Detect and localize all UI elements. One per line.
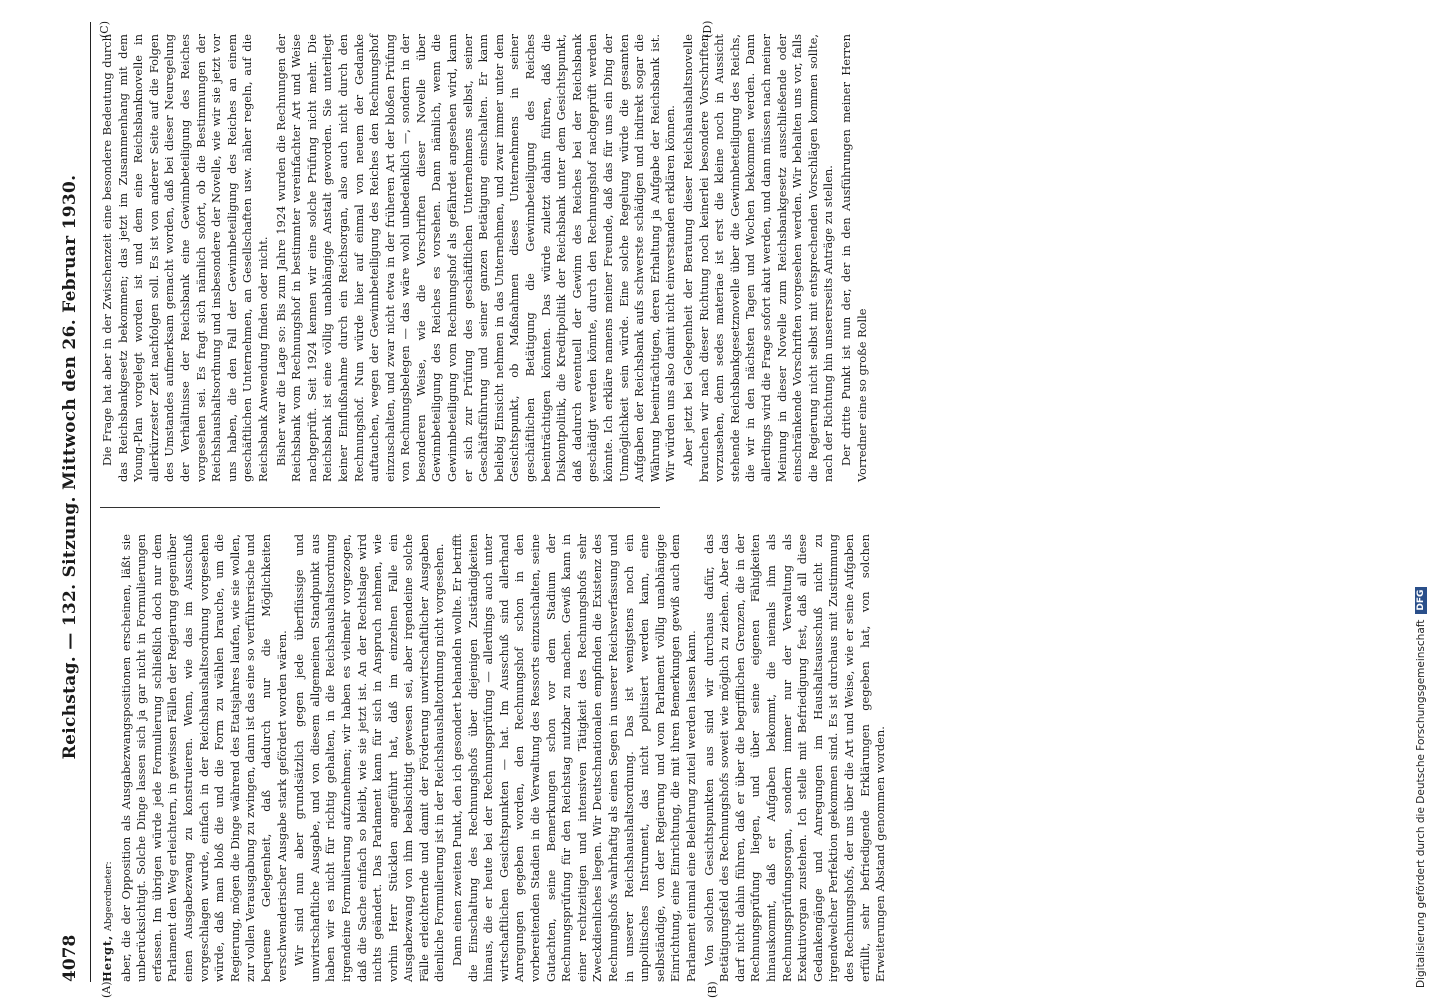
running-head: Reichstag. — 132. Sitzung. Mittwoch den 26. Februar 1930.: [60, 174, 80, 760]
margin-mark-a: (A): [100, 981, 113, 998]
paragraph: Dann einen zweiten Punkt, den ich gesondert behandeln wollte. Er betrifft die Einschaltung des Rechnungshofs über diejenigen Zuständigkeiten hinaus, die er heute bei der Rechnungsprüfung — allerdings auch unter wirtschaftlichen Gesichtspunkten — hat. Im Ausschuß sind allerhand Anregungen gegeben worden, den Rechnungshof schon in den vorbereitenden Stadien in die Verwaltung des Ressorts einzuschalten, seine Gutachten, seine Bemerkungen schon vor dem Stadium der Rechnungsprüfung für den Reichstag nutzbar zu machen. Gewiß kann in einer rechtzeitigen und intensiven Tätigkeit des Rechnungshofs sehr Zweckdienliches liegen. Wir Deutschnationalen empfinden die Existenz des Rechnungshofs wahrhaftig als einen Segen in unserer Reichsverfassung und in unserer Reichshaushaltsordnung. Das ist wenigstens noch ein unpolitisches Instrument, das nicht politisiert werden kann, eine selbständige, von der Regierung und vom Parlament völlig unabhängige Einrichtung, eine Einrichtung, die mit ihren Bemerkungen gewiß auch dem Parlament einmal eine Belehrung zuteil werden lassen kann.: [450, 534, 698, 982]
page-number: 4078: [60, 934, 80, 982]
page-header: [60, 22, 91, 982]
digitization-notice: [1408, 8, 1430, 998]
dfg-logo: DFG: [1415, 587, 1427, 614]
digitization-notice-line: [1410, 8, 1432, 988]
speaker-line: [100, 534, 117, 982]
digitization-notice-text: Digitalisierung gefördert durch die Deutsche Forschungsgemeinschaft: [1415, 619, 1427, 988]
margin-mark-d: (D): [701, 20, 714, 38]
speaker-role: Abgeordneter:: [103, 861, 114, 932]
paragraph: Bisher war die Lage so: Bis zum Jahre 1924 wurden die Rechnungen der Reichsbank vom Rechnungshof in bestimmter vereinfachter Art und Weise nachgeprüft. Seit 1924 kennen wir eine solche Prüfung nicht mehr. Die Reichsbank ist eine völlig unabhängige Anstalt geworden. Sie unterliegt keiner Einflußnahme durch ein Reichsorgan, also auch nicht durch den Rechnungshof. Nun würde hier auf einmal von neuem der Gedanke auftauchen, wegen der Gewinnbeteiligung des Reiches den Rechnungshof einzuschalten, und zwar nicht etwa in der früheren Art der bloßen Prüfung von Rechnungsbelegen — das wäre wohl unbedenklich —, sondern in der besonderen Weise, wie die Vorschriften dieser Novelle über Gewinnbeteiligung des Reiches es vorsehen. Dann nämlich, wenn die Gewinnbeteiligung vom Rechnungshof als gefährdet angesehen wird, kann er sich zur Prüfung des geschäftlichen Unternehmens selbst, seiner Geschäftsführung und seiner ganzen Betätigung einschalten. Er kann beliebig Einsicht nehmen in das Unternehmen, und zwar immer unter dem Gesichtspunkt, ob Maßnahmen dieses Unternehmens in seiner geschäftlichen Betätigung die Gewinnbeteiligung des Reiches beeinträchtigen könnten. Das würde zuletzt dahin führen, daß die Diskontpolitik, die Kreditpolitik der Reichsbank unter dem Gesichtspunkt, daß dadurch eventuell der Gewinn des Reiches bei der Reichsbank geschädigt werden könnte, durch den Rechnungshof nachgeprüft werden könnte. Ich erkläre namens meiner Freunde, daß das für uns ein Ding der Unmöglichkeit sein würde. Eine solche Regelung würde die gesamten Aufgaben der Reichsbank aufs schwerste schädigen und indirekt sogar die Währung beeinträchtigen, deren Erhaltung ja Aufgabe der Reichsbank ist. Wir würden uns also damit nicht einverstanden erklären können.: [273, 34, 678, 482]
paragraph: Von solchen Gesichtspunkten aus sind wir durchaus dafür, das Betätigungsfeld des Rechnungshofs soweit wie möglich zu ziehen. Aber das darf nicht dahin führen, daß er über die begrifflichen Grenzen, die in der Rechnungsprüfung liegen, und über seine eigenen Fähigkeiten hinauskommt, daß er Aufgaben bekommt, die niemals ihm als Rechnungsprüfungsorgan, sondern immer nur der Verwaltung als Exekutivorgan zustehen. Ich stelle mit Befriedigung fest, daß all diese Gedankengänge und Anregungen im Haushaltsausschuß nicht zu irgendwelcher Perfektion gekommen sind. Es ist durchaus mit Zustimmung des Rechnungshofs, der uns über die Art und Weise, wie er seine Aufgaben erfüllt, sehr befriedigende Erklärungen gegeben hat, von solchen Erweiterungen Abstand genommen worden.: [701, 534, 888, 982]
speaker-name: Hergt,: [100, 934, 114, 982]
paragraph: Der dritte Punkt ist nun der, der in den Ausführungen meiner Herren Vorredner eine so große Rolle: [838, 34, 869, 482]
page-content: [60, 20, 1320, 998]
margin-mark-b: (B): [706, 981, 719, 998]
margin-mark-c: (C): [98, 21, 111, 38]
right-column: [100, 34, 872, 482]
column-divider: [100, 507, 660, 508]
paragraph: Wir sind nun aber grundsätzlich gegen jede überflüssige und unwirtschaftliche Ausgabe, und von diesem allgemeinen Standpunkt aus haben wir es nicht für richtig gehalten, in die Reichshaushaltsordnung irgendeine Formulierung aufzunehmen; wir haben es vielmehr vorgezogen, daß die Sache einfach so bleibt, wie sie jetzt ist. An der Rechtslage wird nichts geändert. Das Parlament kann für sich in Anspruch nehmen, wie vorhin Herr Stücklen angeführt hat, daß im einzelnen Falle ein Ausgabezwang von ihm beabsichtigt gewesen sei, aber irgendeine solche Fälle erleichternde und damit der Förderung unwirtschaftlicher Ausgaben dienliche Formulierung ist in der Reichshaushaltordnung nicht vorgesehen.: [292, 534, 447, 982]
text-columns: [98, 20, 1310, 998]
paragraph: aber, die der Opposition als Ausgabezwangspositionen erscheinen, läßt sie unberücksichtigt. Solche Dinge lassen sich ja gar nicht in Formulierungen erfassen. Im übrigen würde jede Formulierung schließlich doch nur dem Parlament den Weg erleichtern, in gewissen Fällen der Regierung gegenüber einen Ausgabezwang zu konstruieren. Wenn, wie das im Ausschuß vorgeschlagen wurde, einfach in der Reichshaushaltsordnung vorgesehen würde, daß man bloß die und die Form zu wählen brauche, um die Regierung, mögen die Dinge während des Etatsjahres laufen, wie sie wollen, zur vollen Verausgabung zu zwingen, dann ist das eine so verführerische und bequeme Gelegenheit, daß dadurch nur die Möglichkeiten verschwenderischer Ausgabe stark gefördert worden wären.: [118, 534, 289, 982]
paragraph: Die Frage hat aber in der Zwischenzeit eine besondere Bedeutung durch das Reichsbankgesetz bekommen; das jetzt im Zusammenhang mit dem Young-Plan vorgelegt worden ist und dem eine Reichsbanknovelle in allerkürzester Zeit nachfolgen soll. Es ist von anderer Seite auf die Folgen des Umstandes aufmerksam gemacht worden, daß bei dieser Neuregelung der Verhältnisse der Reichsbank eine Gewinnbeteiligung des Reiches vorgesehen sei. Es fragt sich nämlich sofort, ob die Bestimmungen der Reichshaushaltsordnung und insbesondere der Novelle, wie wir sie jetzt vor uns haben, die den Fall der Gewinnbeteiligung des Reiches an einem geschäftlichen Unternehmen, an Gesellschaften usw. näher regeln, auf die Reichsbank Anwendung finden oder nicht.: [100, 34, 270, 482]
left-column: [100, 534, 891, 982]
paragraph: Aber jetzt bei Gelegenheit der Beratung dieser Reichshaushaltsnovelle brauchen wir nach dieser Richtung noch keinerlei besondere Vorschriften vorzusehen, denn sedes materiae ist erst die kleine noch in Aussicht stehende Reichsbankgesetznovelle über die Gewinnbeteiligung des Reichs, die wir in den nächsten Tagen und Wochen bekommen werden. Dann allerdings wird die Frage sofort akut werden, und dann müssen nach meiner Meinung in dieser Novelle zum Reichsbankgesetz ausschließende oder einschränkende Vorschriften vorgesehen werden. Wir behalten uns vor, falls die Regierung nicht selbst mit entsprechenden Vorschlägen kommen sollte, nach der Richtung hin unsererseits Anträge zu stellen.: [680, 34, 836, 482]
